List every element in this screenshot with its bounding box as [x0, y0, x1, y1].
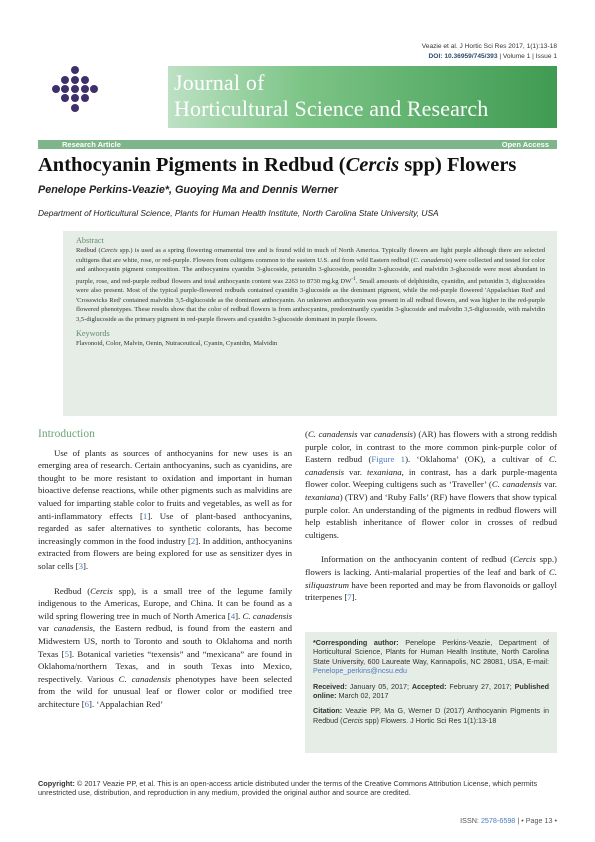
volume-issue: | Volume 1 | Issue 1	[497, 53, 557, 60]
reference-link[interactable]: 1	[142, 510, 148, 521]
reference-link[interactable]: 3	[78, 560, 83, 571]
journal-banner	[168, 66, 557, 128]
doi-link[interactable]: 10.36959/745/393	[444, 53, 498, 60]
reference-link[interactable]: 5	[64, 648, 69, 659]
keywords-text: Flavonoid, Color, Malvin, Oenin, Nutraceutical, Cyanin, Cyanidin, Malvidin	[76, 340, 278, 348]
reference-link[interactable]: 4	[230, 610, 236, 621]
keywords-heading: Keywords	[76, 329, 110, 339]
journal-name-line2: Horticultural Science and Research	[174, 96, 489, 121]
dates: Received: January 05, 2017; Accepted: February 27, 2017; Published online: March 02, 2017	[313, 681, 549, 701]
email-link[interactable]: Penelope_perkins@ncsu.edu	[313, 666, 408, 676]
copyright-notice: Copyright: © 2017 Veazie PP, et al. This is an open-access article distributed under the terms of the Creative Commons Attribution License, which permits unrestricted use, distribution, and reproduction in any medium, provided the original author and source are credited.	[38, 779, 538, 798]
reference-link[interactable]: 2	[190, 535, 196, 546]
article-type-bar	[38, 140, 557, 149]
reference-link[interactable]: 6	[84, 698, 90, 709]
journal-name-line1: Journal of	[174, 70, 265, 95]
reference-link[interactable]: 7	[347, 592, 352, 603]
body-column-right	[305, 428, 557, 604]
article-type: Research Article	[62, 140, 121, 149]
doi-label: DOI:	[428, 53, 443, 60]
introduction-heading: Introduction	[38, 428, 95, 440]
article-affiliation: Department of Horticultural Science, Plants for Human Health Institute, North Carolina State University, USA	[38, 208, 439, 218]
figure-link[interactable]: Figure 1	[371, 454, 406, 465]
body-column-left	[38, 428, 292, 710]
corresponding-author: *Corresponding author: Penelope Perkins-Veazie, Department of Horticultural Science, Plants for Human Health Institute, North Carolina State University, 600 Laureate Way, Kannapolis, NC 28081, USA, E-mail: Penelope_perkins@ncsu.edu	[313, 638, 549, 676]
journal-logo-icon	[52, 66, 98, 112]
article-authors: Penelope Perkins-Veazie*, Guoying Ma and Dennis Werner	[38, 184, 338, 196]
citation: Citation: Veazie PP, Ma G, Werner D (2017) Anthocyanin Pigments in Redbud (Cercis spp) Flowers. J Hortic Sci Res 1(1):13-18	[313, 706, 549, 725]
intro-paragraph-2: Redbud (Cercis spp), is a small tree of the legume family indigenous to the Americas, Europe, and China. It can be found as a wild spring flowering tree in much of North America [4]. C. canadensis var canadensis, the Eastern redbud, is found from the eastern and Midwestern US, north to Toronto and south to Oklahoma and north Texas [5]. Botanical varieties “texensis” and “mexicana” are found in Oklahoma/northern Texas, and in south Texas into Mexico, respectively. Various C. canadensis phenotypes have been selected from the wild for unusual leaf or flower color or modified tree architecture [6]. ‘Appalachian Red’	[38, 585, 293, 709]
doi-line	[422, 52, 557, 62]
abstract-heading: Abstract	[76, 236, 104, 245]
page-number: • Page 13 •	[521, 816, 557, 825]
intro-paragraph-4: Information on the anthocyanin content of redbud (Cercis spp.) flowers is lacking. Anti-malarial properties of the leaf and bark of C. siliquastrum have been reported and may be from flavonoids or galloyl triterpenes [7].	[305, 554, 557, 603]
journal-meta	[422, 42, 557, 62]
page-footer: ISSN: 2578-6598 | • Page 13 •	[460, 816, 557, 825]
open-access-label: Open Access	[501, 140, 549, 149]
issn-label: ISSN:	[460, 816, 479, 825]
correspondence-box	[305, 632, 557, 753]
intro-paragraph-1: Use of plants as sources of anthocyanins for new uses is an emerging area of research. Certain anthocyanins, such as cyanidins, are thought to be more resistant to oxidation and important in human bioactive defense reactions, while other pigments such as malvidins are valued for imparting stable color to fruits and vegetables, as well as for anti-inflammatory effects [1]. Use of plant-based anthocyanins, regarded as safer alternatives to synthetic colorants, has become increasingly common in the food industry [2]. In addition, anthocyanins extracted from flowers are being explored for use as sensitizer dyes in solar cells [3].	[38, 447, 293, 571]
article-title: Anthocyanin Pigments in Redbud (Cercis spp) Flowers	[38, 154, 517, 176]
intro-paragraph-3: (C. canadensis var canadensis) (AR) has flowers with a strong reddish purple color, in contrast to the more common pink-purple color of Eastern redbud (Figure 1). ‘Oklahoma’ (OK), a cultivar of C. canadensis var. texaniana, in contrast, has a dark purple-magenta flower color. Weeping cultigens such as ‘Traveller’ (C. canadensis var. texaniana) (TRV) and ‘Ruby Falls’ (RF) have flowers that show typical purple color. An understanding of the pigments in redbud flowers will help establish inheritance of flower color in crosses of redbud cultigens.	[305, 429, 557, 540]
abstract-box	[63, 231, 557, 416]
citation-line: Veazie et al. J Hortic Sci Res 2017, 1(1):13-18	[421, 43, 557, 50]
issn-value: 2578-6598	[480, 816, 516, 825]
abstract-text: Redbud (Cercis spp.) is used as a spring flowering ornamental tree and is found wild in much of North America. Typically flowers are light purple although there are selected cultigens that are white, rose, or red-purple. Flowers from cultigens common to the eastern U.S. and from wild Eastern redbud (C. canadensis) were collected and tested for color and anthocyanin pigment composition. The anthocyanins cyanidin 3-glucoside, petunidin 3-glucoside, peonidin 3-glucoside, and malvidin 3-glucoside were most abundant in purple, rose, and red-purple redbud flowers and total anthocyanin content was 2263 to 8730 mg.kg $DW^{-1}$. Small amounts of delphinidin, cyanidin, and petunidin 3, diglucosides were also present. Most of the typical purple-flowered redbuds contained cyanidin 3-glucoside as the dominant pigment, while the red-purple flowered 'Appalachian Red' and 'Crosswicks Red' contained malvidin 3,5-diglucoside as the dominant anthocyanin. An unknown anthocyanin was present in all redbud flowers, and was higher in the red-purple flowered phenotypes. These results show that the color of redbud flowers is from anthocyanins, predominantly cyanidin 3-glucoside and malvidin 3,5-diglucoside, with malvidin 3,5-diglucoside as the primary pigment in red-purple flowers and cyanidin 3-glucoside dominant in purple flowers.	[76, 247, 546, 323]
